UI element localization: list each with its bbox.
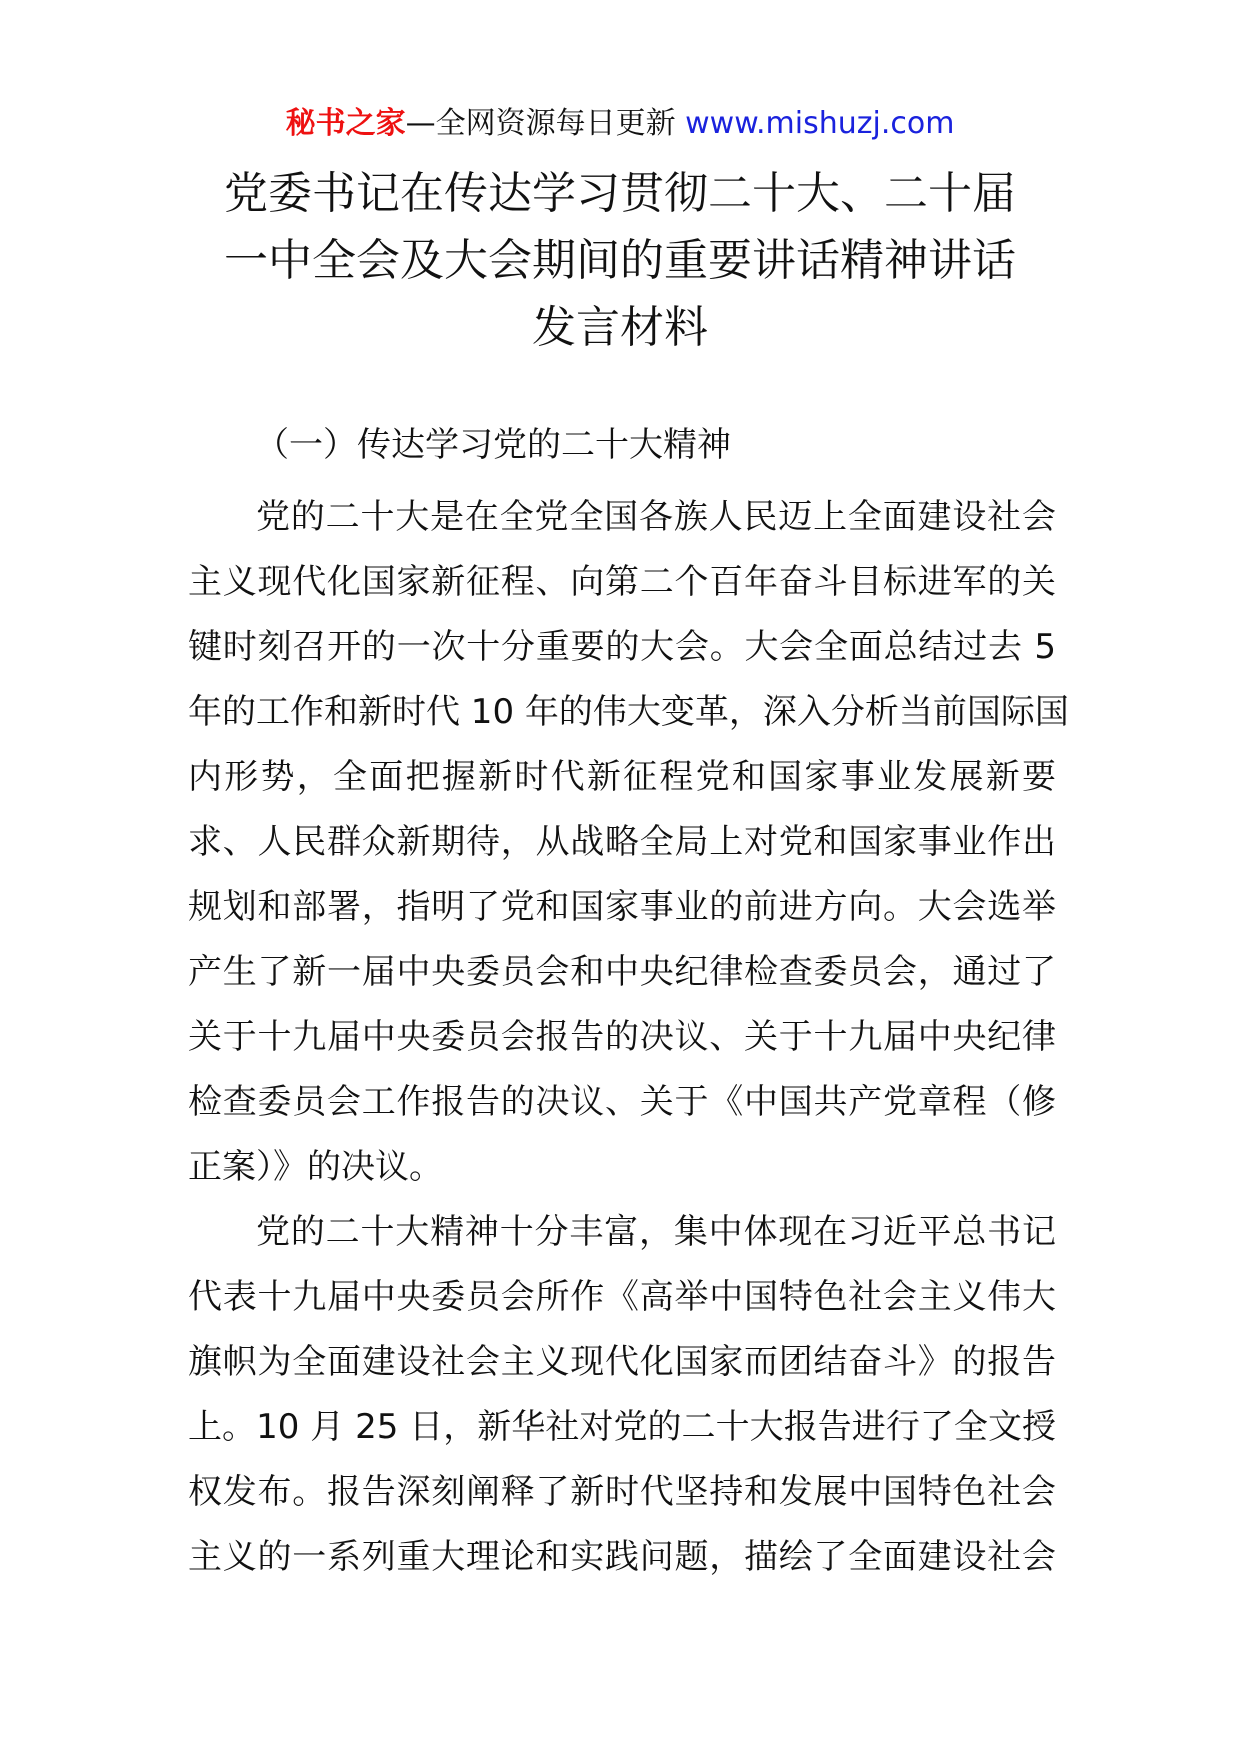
site-url[interactable]: www.mishuzj.com [685,106,955,141]
paragraph-line: 产生了新一届中央委员会和中央纪律检查委员会，通过了 [188,952,1056,992]
paragraph-line: 求、人民群众新期待，从战略全局上对党和国家事业作出 [188,822,1056,862]
section-heading: （一）传达学习党的二十大精神 [255,425,731,465]
paragraph-line: 正案）》的决议。 [188,1147,443,1187]
body-paragraph [188,485,1069,1200]
title-line: 发言材料 [532,302,708,353]
paragraph-line: 主义的一系列重大理论和实践问题，描绘了全面建设社会 [188,1537,1056,1577]
paragraph-line: 主义现代化国家新征程、向第二个百年奋斗目标进军的关 [188,562,1056,602]
paragraph-line: 关于十九届中央委员会报告的决议、关于十九届中央纪律 [188,1017,1056,1057]
document-title [190,160,1050,361]
title-line: 党委书记在传达学习贯彻二十大、二十届 [224,168,1016,219]
paragraph-line: 党的二十大是在全党全国各族人民迈上全面建设社会 [256,497,1056,537]
paragraph-line: 键时刻召开的一次十分重要的大会。大会全面总结过去 5 [188,627,1056,667]
site-brand: 秘书之家 [285,106,406,141]
title-line: 一中全会及大会期间的重要讲话精神讲话 [224,235,1016,286]
body-paragraph [188,1200,1056,1590]
paragraph-line: 权发布。报告深刻阐释了新时代坚持和发展中国特色社会 [188,1472,1056,1512]
site-slogan: —全网资源每日更新 [405,106,686,141]
site-header [0,102,1240,146]
paragraph-line: 年的工作和新时代 10 年的伟大变革，深入分析当前国际国 [188,692,1069,732]
paragraph-line: 规划和部署，指明了党和国家事业的前进方向。大会选举 [188,887,1056,927]
paragraph-line: 内形势，全面把握新时代新征程党和国家事业发展新要 [188,757,1056,797]
paragraph-line: 代表十九届中央委员会所作《高举中国特色社会主义伟大 [188,1277,1056,1317]
paragraph-line: 旗帜为全面建设社会主义现代化国家而团结奋斗》的报告 [188,1342,1056,1382]
paragraph-line: 检查委员会工作报告的决议、关于《中国共产党章程（修 [188,1082,1056,1122]
paragraph-line: 党的二十大精神十分丰富，集中体现在习近平总书记 [256,1212,1056,1252]
paragraph-line: 上。10 月 25 日，新华社对党的二十大报告进行了全文授 [188,1407,1056,1447]
